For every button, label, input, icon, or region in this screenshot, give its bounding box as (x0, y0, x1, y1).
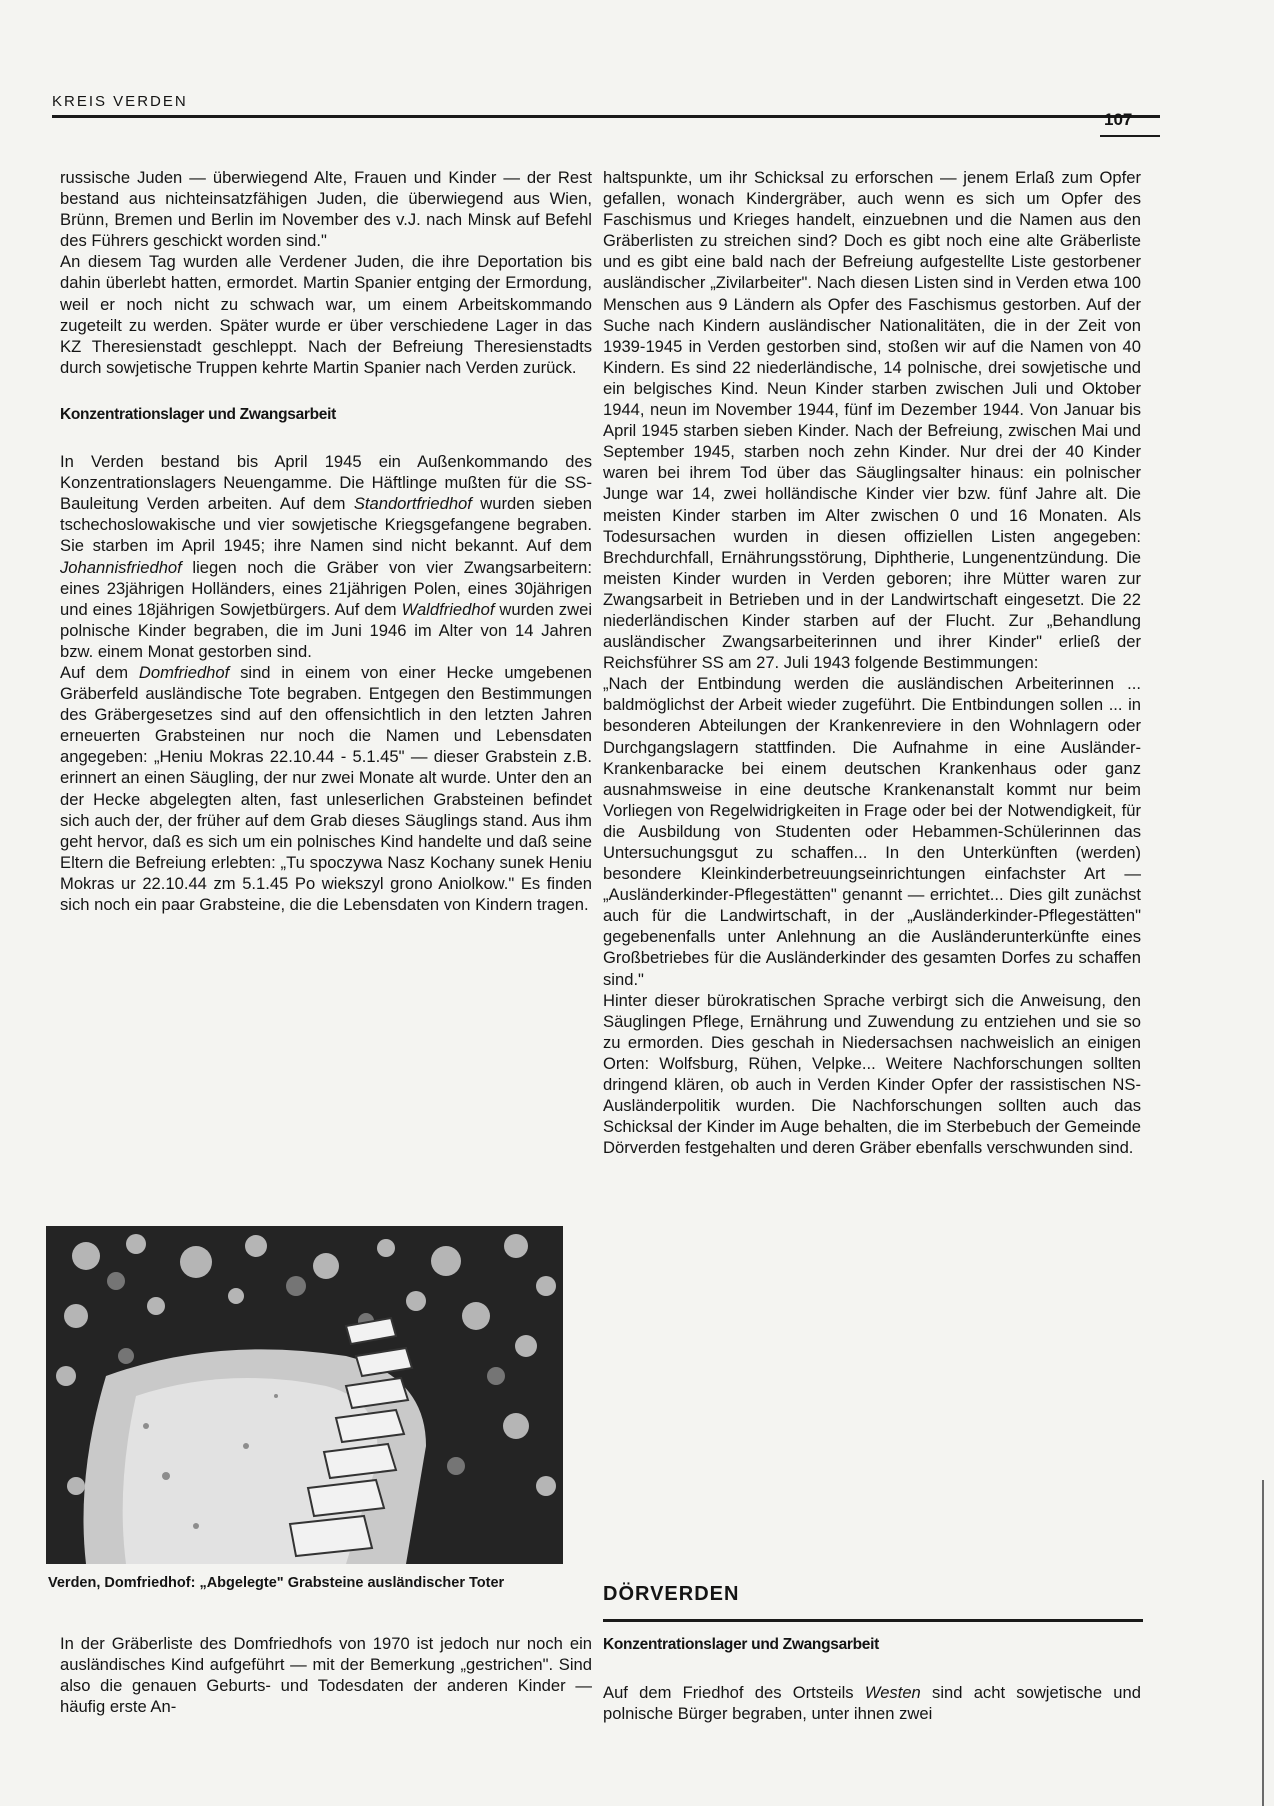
section-rule (603, 1619, 1143, 1622)
header-rule (52, 115, 1160, 118)
subheading: Konzentrationslager und Zwangsarbeit (60, 405, 336, 423)
paragraph: In der Gräberliste des Domfriedhofs von 1970 ist jedoch nur noch ein ausländisches Kind aufgeführt — mit der Bemerkung „gestrichen". Sind also die genauen Geburts- und Todesdaten der anderen Kinder — häufig erste An- (60, 1634, 592, 1717)
running-head: KREIS VERDEN (52, 93, 188, 110)
paragraph: Auf dem Friedhof des Ortsteils Westen sind acht sowjetische und polnische Bürger begraben, unter ihnen zwei (603, 1683, 1141, 1724)
right-column (603, 167, 1141, 1158)
subheading: Konzentrationslager und Zwangsarbeit (603, 1636, 879, 1653)
paragraph: An diesem Tag wurden alle Verdener Juden, die ihre Deportation bis dahin überlebt hatten, ermordet. Martin Spanier entging der Ermordung, weil er noch nicht zu schwach war, um einem Arbeitskommando zugeteilt zu werden. Später wurde er über verschiedene Lager in das KZ Theresienstadt geschleppt. Nach der Befreiung Theresienstadts durch sowjetische Truppen kehrte Martin Spanier nach Verden zurück. (60, 252, 592, 377)
page-number-rule (1100, 135, 1160, 137)
paragraph: haltspunkte, um ihr Schicksal zu erforschen — jenem Erlaß zum Opfer gefallen, wonach Kindergräber, auch wenn es sich um Opfer des Faschismus und Krieges handelt, einzuebnen und die Namen aus den Gräberlisten zu streichen sind? Doch es gibt noch eine alte Gräberliste und es gibt eine bald nach der Befreiung aufgestellte Liste gestorbener ausländischer „Zivilarbeiter". Nach diesen Listen sind in Verden etwa 100 Menschen aus 9 Ländern als Opfer des Faschismus gestorben. Auf der Suche nach Kindern ausländischer Nationalitäten, die in der Zeit von 1939-1945 in Verden gestorben sind, stoßen wir auf die Namen von 40 Kindern. Es sind 22 niederländische, 14 polnische, drei sowjetische und ein belgisches Kind. Neun Kinder starben zwischen Juli und Oktober 1944, neun im November 1944, fünf im Dezember 1944. Von Januar bis April 1945 starben sieben Kinder. Nach der Befreiung, zwischen Mai und September 1945, starben noch zehn Kinder. Nur drei der 40 Kinder waren bei ihrem Tod über das Säuglingsalter hinaus: ein polnischer Junge war 14, zwei holländische Kinder vier bzw. fünf Jahre alt. Die meisten Kinder starben im Alter zwischen 0 und 16 Monaten. Als Todesursachen wurden in diesen offiziellen Listen angegeben: Brechdurchfall, Ernährungsstörung, Diphtherie, Lungenentzündung. Die meisten Kinder wurden in Verden geboren; ihre Mütter waren zur Zwangsarbeit in Betrieben und in der Landwirtschaft eingesetzt. Die 22 niederländischen Kinder starben auf der Flucht. Zur „Behandlung ausländischer Zwangsarbeiterinnen und ihrer Kinder" erließ der Reichsführer SS am 27. Juli 1943 folgende Bestimmungen: (603, 168, 1141, 673)
paragraph: Auf dem Domfriedhof sind in einem von einer Hecke umgebenen Gräberfeld ausländische Tote begraben. Entgegen den Bestimmungen des Gräbergesetzes sind auf den offensichtlich in den letzten Jahren erneuerten Grabsteinen nur noch die Namen und Lebensdaten angegeben: „Heniu Mokras 22.10.44 - 5.1.45" — dieser Grabstein z.B. erinnert an einen Säugling, der nur zwei Monate alt wurde. Unter den an der Hecke abgelegten alten, fast unleserlichen Grabsteinen befindet sich auch der, der früher auf dem Grab dieses Säuglings stand. Aus ihm geht hervor, daß es sich um ein polnisches Kind handelte und daß seine Eltern die Befreiung erlebten: „Tu spoczywa Nasz Kochany sunek Heniu Mokras ur 22.10.44 zm 5.1.45 Po wiekszyl grono Aniolkow." Es finden sich noch ein paar Grabsteine, die die Lebensdaten von Kindern tragen. (60, 662, 592, 914)
page-number: 107 (1104, 110, 1133, 129)
paragraph: Hinter dieser bürokratischen Sprache verbirgt sich die Anweisung, den Säuglingen Pflege, Ernährung und Zuwendung zu entziehen und sie so zu ermorden. Dies geschah in Niedersachsen nachweislich an einigen Orten: Wolfsburg, Rühen, Velpke... Weitere Nachforschungen sollten dringend klären, ob auch in Verden Kinder Opfer der rassistischen NS-Ausländerpolitik wurden. Die Nachforschungen sollten auch das Schicksal der Kinder im Auge behalten, die im Sterbebuch der Gemeinde Dörverden festgehalten und deren Gräber ebenfalls verschwunden sind. (603, 990, 1141, 1158)
paragraph: russische Juden — überwiegend Alte, Frauen und Kinder — der Rest bestand aus nichteinsatzfähigen Juden, die überwiegend aus Wien, Brünn, Bremen und Berlin im November des v.J. nach Minsk auf Befehl des Führers geschickt worden sind." (60, 168, 592, 251)
left-column-continued (60, 1633, 592, 1717)
section-title: DÖRVERDEN (603, 1583, 740, 1605)
page-edge (1262, 1480, 1264, 1806)
left-column (60, 167, 592, 915)
quote-paragraph: „Nach der Entbindung werden die ausländischen Arbeiterinnen ... baldmöglichst der Arbeit wieder zugeführt. Die Entbindungen sollen ... in besonderen Abteilungen der Krankenreviere in den Wohnlagern oder Durchgangslagern stattfinden. Die Aufnahme in eine Ausländer-Krankenbaracke bei einem deutschen Krankenhaus oder ganz ausnahmsweise in eine deutsche Krankenanstalt kommt nur beim Vorliegen von Regelwidrigkeiten in Frage oder bei der Notwendigkeit, für die Ausbildung von Studenten oder Hebammen-Schülerinnen das Untersuchungsgut zu schaffen... In den Unterkünften (werden) besondere Kleinkinderbetreuungseinrichtungen einfachster Art — „Ausländerkinder-Pflegestätten" genannt — errichtet... Dies gilt zunächst auch für die Landwirtschaft, in der „Ausländerkinder-Pflegestätten" gegebenenfalls unter Anlehnung an die Ausländerunterkünfte eines Großbetriebes für die Ausländerkinder des gesamten Dorfes zu schaffen sind." (603, 674, 1141, 989)
paragraph: In Verden bestand bis April 1945 ein Außenkommando des Konzentrationslagers Neuengamme. Die Häftlinge mußten für die SS-Bauleitung Verden arbeiten. Auf dem Standortfriedhof wurden sieben tschechoslowakische und vier sowjetische Kriegsgefangene begraben. Sie starben im April 1945; ihre Namen sind nicht bekannt. Auf dem Johannisfriedhof liegen noch die Gräber von vier Zwangsarbeitern: eines 23jährigen Holländers, eines 21jährigen Polen, eines 30jährigen und eines 18jährigen Sowjetbürgers. Auf dem Waldfriedhof wurden zwei polnische Kinder begraben, die im Juni 1946 im Alter von 14 Jahren bzw. einem Monat gestorben sind. (60, 452, 593, 661)
photo-graves-icon (46, 1226, 563, 1564)
right-column-continued (603, 1634, 1141, 1724)
photo-graves-image (46, 1226, 563, 1564)
photo-caption: Verden, Domfriedhof: „Abgelegte" Grabsteine ausländischer Toter (48, 1575, 505, 1591)
